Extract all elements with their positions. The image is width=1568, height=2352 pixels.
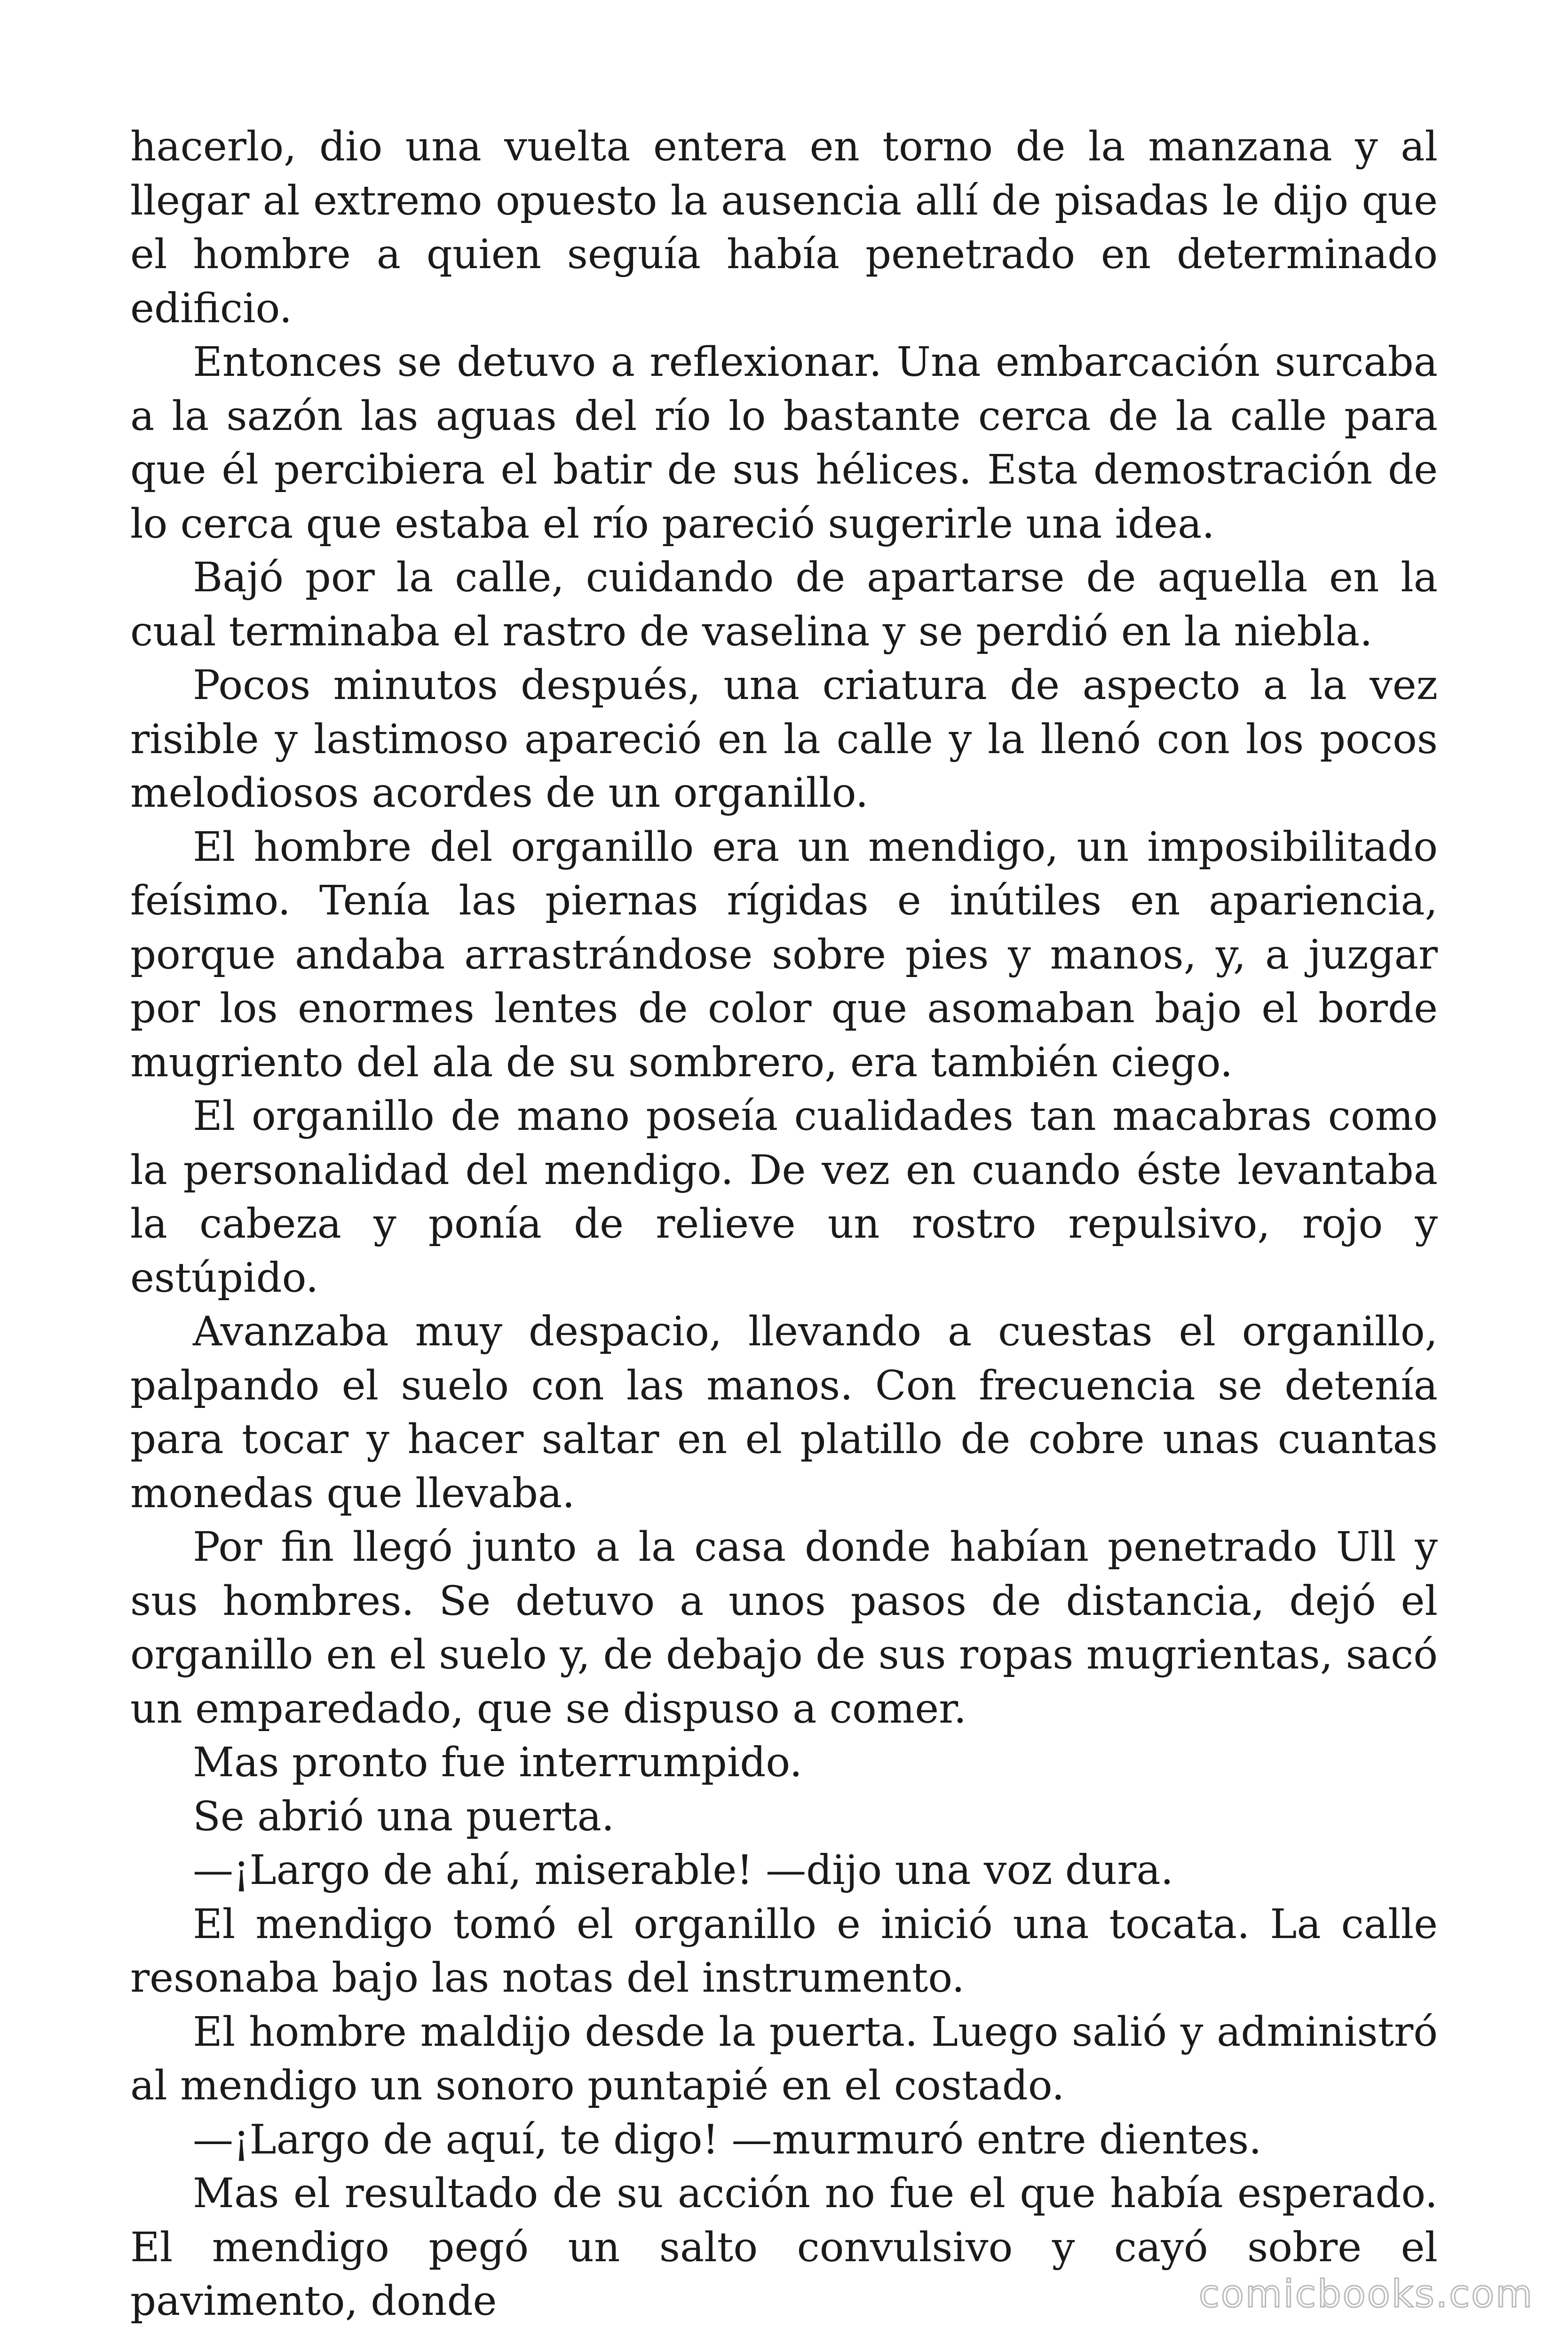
paragraph: El mendigo tomó el organillo e inició una tocata. La calle resonaba bajo las notas del instrumento. — [130, 1900, 1438, 2002]
paragraph: El hombre del organillo era un mendigo, un imposibilitado feísimo. Tenía las piernas rígidas e inútiles en apariencia, porque andaba arrastrándose sobre pies y manos, y, a juzgar por los enormes lentes de color que asomaban bajo el borde mugriento del ala de su sombrero, era también ciego. — [130, 823, 1438, 1086]
paragraph: —¡Largo de aquí, te digo! —murmuró entre dientes. — [193, 2116, 1262, 2163]
watermark: comicbooks.com — [1198, 2272, 1534, 2316]
paragraph: Se abrió una puerta. — [193, 1793, 615, 1840]
paragraph: Entonces se detuvo a reflexionar. Una embarcación surcaba a la sazón las aguas del río lo bastante cerca de la calle para que él percibiera el batir de sus hélices. Esta demostración de lo cerca que estaba el río pareció sugerirle una idea. — [130, 339, 1438, 548]
paragraph: Bajó por la calle, cuidando de apartarse de aquella en la cual terminaba el rastro de vaselina y se perdió en la niebla. — [130, 554, 1438, 655]
page-text — [130, 120, 1438, 2328]
paragraph: Pocos minutos después, una criatura de aspecto a la vez risible y lastimoso apareció en la calle y la llenó con los pocos melodiosos acordes de un organillo. — [130, 662, 1438, 817]
paragraph: El organillo de mano poseía cualidades tan macabras como la personalidad del mendigo. De vez en cuando éste levantaba la cabeza y ponía de relieve un rostro repulsivo, rojo y estúpido. — [130, 1093, 1438, 1302]
paragraph: El hombre maldijo desde la puerta. Luego salió y administró al mendigo un sonoro puntapié en el costado. — [130, 2008, 1438, 2109]
paragraph: Mas pronto fue interrumpido. — [193, 1739, 802, 1786]
paragraph: Por fin llegó junto a la casa donde habían penetrado Ull y sus hombres. Se detuvo a unos pasos de distancia, dejó el organillo en el suelo y, de debajo de sus ropas mugrientas, sacó un emparedado, que se dispuso a comer. — [130, 1524, 1438, 1732]
paragraph: Mas el resultado de su acción no fue el que había esperado. El mendigo pegó un salto convulsivo y cayó sobre el pavimento, donde — [130, 2170, 1438, 2325]
paragraph: hacerlo, dio una vuelta entera en torno de la manzana y al llegar al extremo opuesto la ausencia allí de pisadas le dijo que el hombre a quien seguía había penetrado en determinado edificio. — [130, 123, 1438, 332]
paragraph: —¡Largo de ahí, miserable! —dijo una voz dura. — [193, 1847, 1174, 1894]
paragraph: Avanzaba muy despacio, llevando a cuestas el organillo, palpando el suelo con las manos. Con frecuencia se detenía para tocar y hacer saltar en el platillo de cobre unas cuantas monedas que llevaba. — [130, 1308, 1438, 1517]
